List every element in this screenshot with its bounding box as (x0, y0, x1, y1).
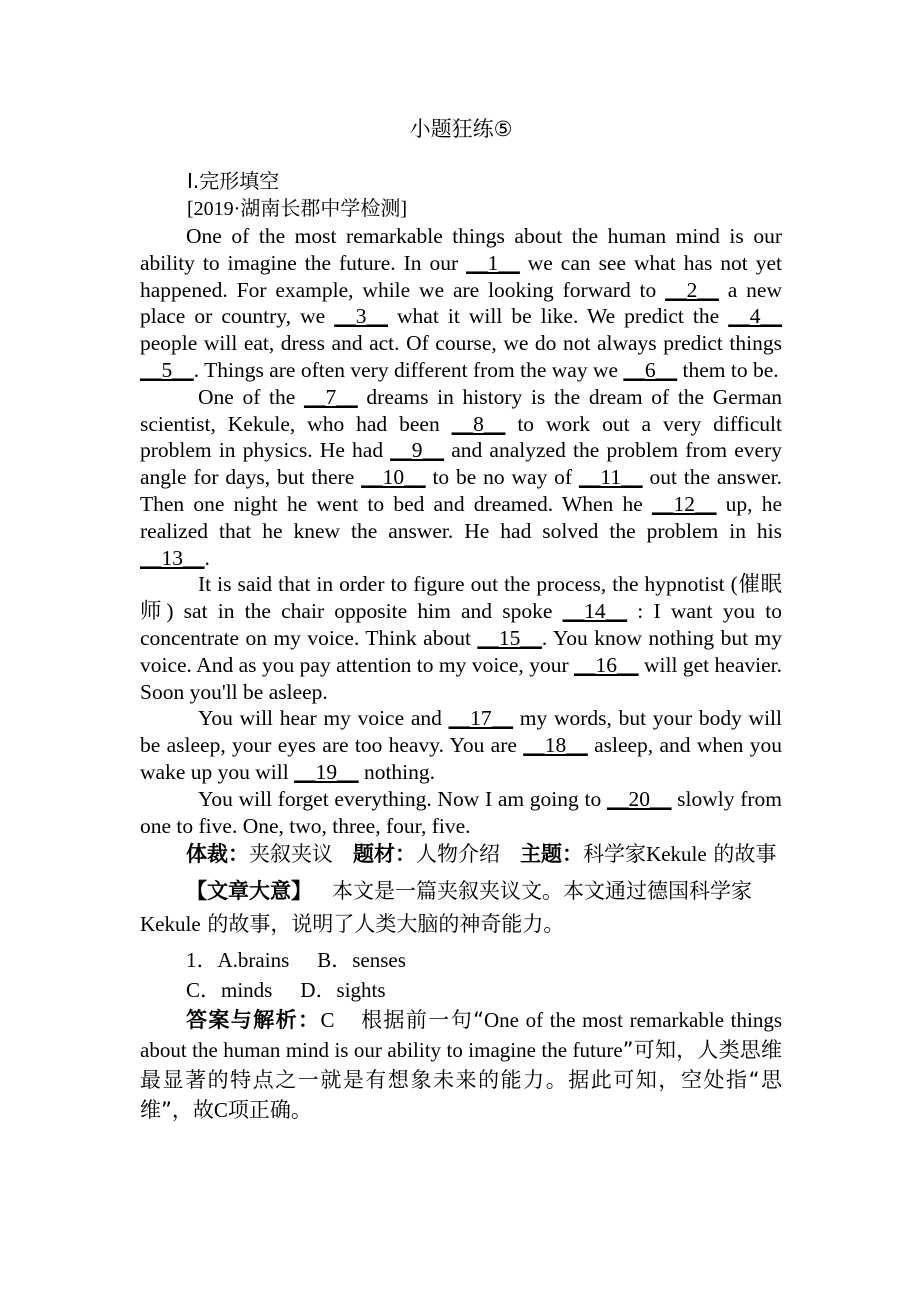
passage-paragraph-2: One of the __7__ dreams in history is the dream of the German scientist, Kekule, who had been __8__ to work out a very difficult problem in physics. He had __9__ and analyzed the problem from every angle for days, but there __10__ to be no way of __11__ out the answer. Then one night he went to bed and dreamed. When he __12__ up, he realized that he knew the answer. He had solved the problem in his __13__. (140, 384, 783, 570)
passage-paragraph-4: You will hear my voice and __17__ my words, but your body will be asleep, your eyes are too heavy. You are __18__ asleep, and when you wake up you will __19__ nothing. (140, 706, 782, 784)
question-1-options-row-1 (186, 945, 782, 975)
blank-8[interactable]: __8__ (451, 411, 506, 436)
option-a[interactable]: 1．A.brains (186, 948, 290, 973)
genre-value: 夹叙夹议 (249, 842, 333, 867)
blank-18[interactable]: __18__ (523, 733, 588, 758)
answer-choice: C (320, 1008, 335, 1033)
source-label: [2019·湖南长郡中学检测] (187, 198, 407, 220)
answer-label: 答案与解析： (186, 1008, 321, 1033)
option-c[interactable]: C．minds (186, 978, 273, 1003)
blank-1[interactable]: __1__ (466, 250, 520, 275)
passage-paragraph-1: One of the most remarkable things about the human mind is our ability to imagine the future. In our __1__ we can see what has not yet happened. For example, while we are looking forward to __2__ a new place or country, we __3__ what it will be like. We predict the __4__ people will eat, dress and act. Of course, we do not always predict things __5__. Things are often very different from the way we __6__ them to be. (140, 224, 782, 382)
answer-explanation: 答案与解析：C 根据前一句“One of the most remarkable things about the human mind is our ability to imagine the future”可知，人类思维最显著的特点之一就是有想象未来的能力。据此可知，空处指“思维”，故C项正确。 (140, 1008, 783, 1123)
option-b[interactable]: B．senses (317, 948, 406, 973)
blank-14[interactable]: __14__ (562, 599, 628, 624)
page-title: 小题狂练⑤ (409, 117, 513, 141)
theme-label: 主题： (520, 842, 584, 867)
blank-9[interactable]: __9__ (390, 438, 445, 463)
section-heading: Ⅰ.完形填空 (187, 169, 280, 193)
article-summary: 【文章大意】 本文是一篇夹叙夹议文。本文通过德国科学家Kekule 的故事，说明了人类大脑的神奇能力。 (140, 879, 753, 937)
blank-20[interactable]: __20__ (606, 786, 672, 811)
blank-2[interactable]: __2__ (665, 277, 719, 302)
passage-metadata: 体裁：夹叙夹议 题材：人物介绍 主题：科学家Kekule 的故事 (186, 842, 777, 867)
genre-label: 体裁： (186, 842, 249, 867)
option-d[interactable]: D．sights (300, 978, 386, 1003)
blank-19[interactable]: __19__ (294, 759, 359, 784)
blank-13[interactable]: __13__ (140, 545, 205, 570)
blank-11[interactable]: __11__ (578, 465, 643, 490)
blank-10[interactable]: __10__ (361, 465, 426, 490)
blank-3[interactable]: __3__ (334, 304, 388, 329)
blank-6[interactable]: __6__ (623, 357, 678, 382)
passage-paragraph-5: You will forget everything. Now I am going to __20__ slowly from one to five. One, two, three, four, five. (140, 786, 782, 838)
theme-value: 科学家 (583, 842, 647, 867)
blank-15[interactable]: __15__ (477, 625, 542, 650)
summary-label: 【文章大意】 (186, 879, 312, 904)
question-1-options-row-2 (186, 975, 782, 1005)
blank-12[interactable]: __12__ (651, 491, 717, 516)
passage-paragraph-3: It is said that in order to figure out the process, the hypnotist (催眠师) sat in the chair opposite him and spoke __14__ : I want you to concentrate on my voice. Think about __15__. You know nothing but my voice. And as you pay attention to my voice, your __16__ will get heavier. Soon you'll be asleep. (140, 572, 782, 704)
blank-7[interactable]: __7__ (304, 384, 358, 409)
worksheet-page (140, 110, 782, 1125)
blank-17[interactable]: __17__ (448, 706, 514, 731)
blank-16[interactable]: __16__ (574, 652, 639, 677)
blank-5[interactable]: __5__ (140, 357, 194, 382)
topic-label: 题材： (353, 842, 417, 867)
topic-value: 人物介绍 (416, 842, 501, 867)
blank-4[interactable]: __4__ (728, 304, 782, 329)
